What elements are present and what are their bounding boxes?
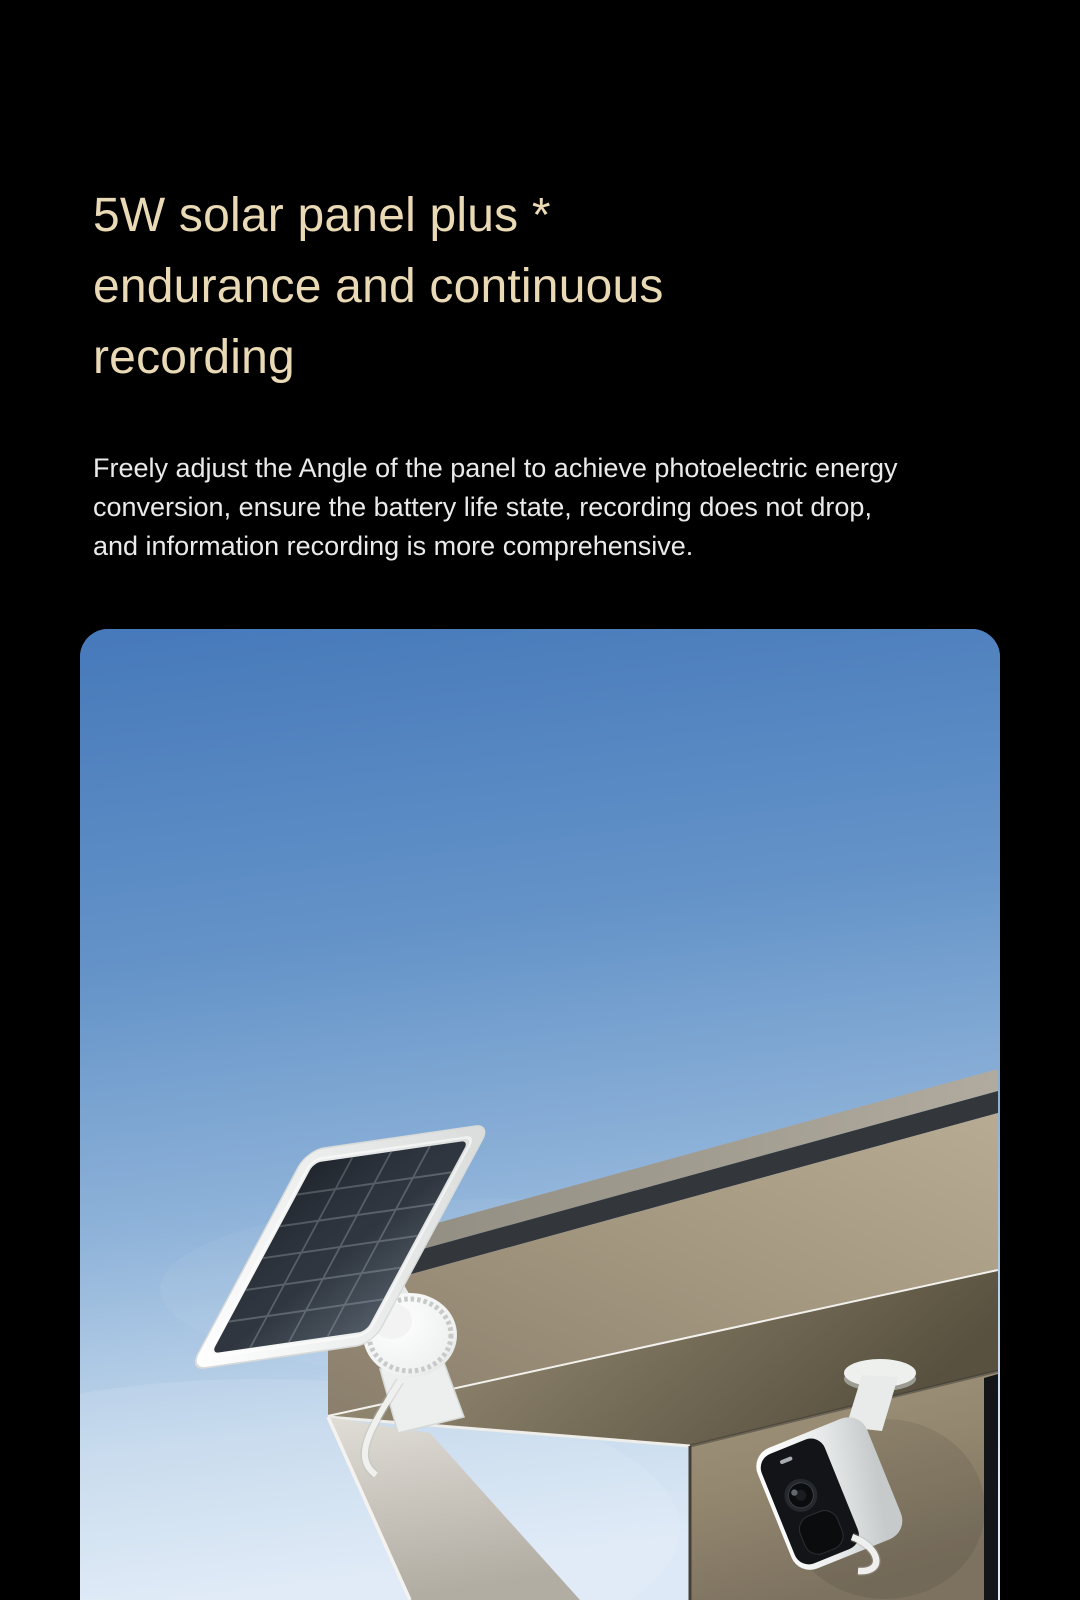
page-title-line: recording bbox=[93, 331, 295, 385]
description-line: Freely adjust the Angle of the panel to achieve photoelectric energy bbox=[93, 453, 898, 484]
page-title bbox=[93, 180, 993, 393]
page-title-line: 5W solar panel plus * bbox=[93, 189, 551, 243]
page-title-line: endurance and continuous bbox=[93, 260, 664, 314]
window-band bbox=[984, 1374, 998, 1600]
description-line: conversion, ensure the battery life state, recording does not drop, bbox=[93, 492, 872, 523]
description-line: and information recording is more comprehensive. bbox=[93, 531, 694, 562]
copy-block bbox=[93, 148, 993, 593]
product-description bbox=[93, 449, 993, 566]
hero-image bbox=[80, 629, 1000, 1600]
